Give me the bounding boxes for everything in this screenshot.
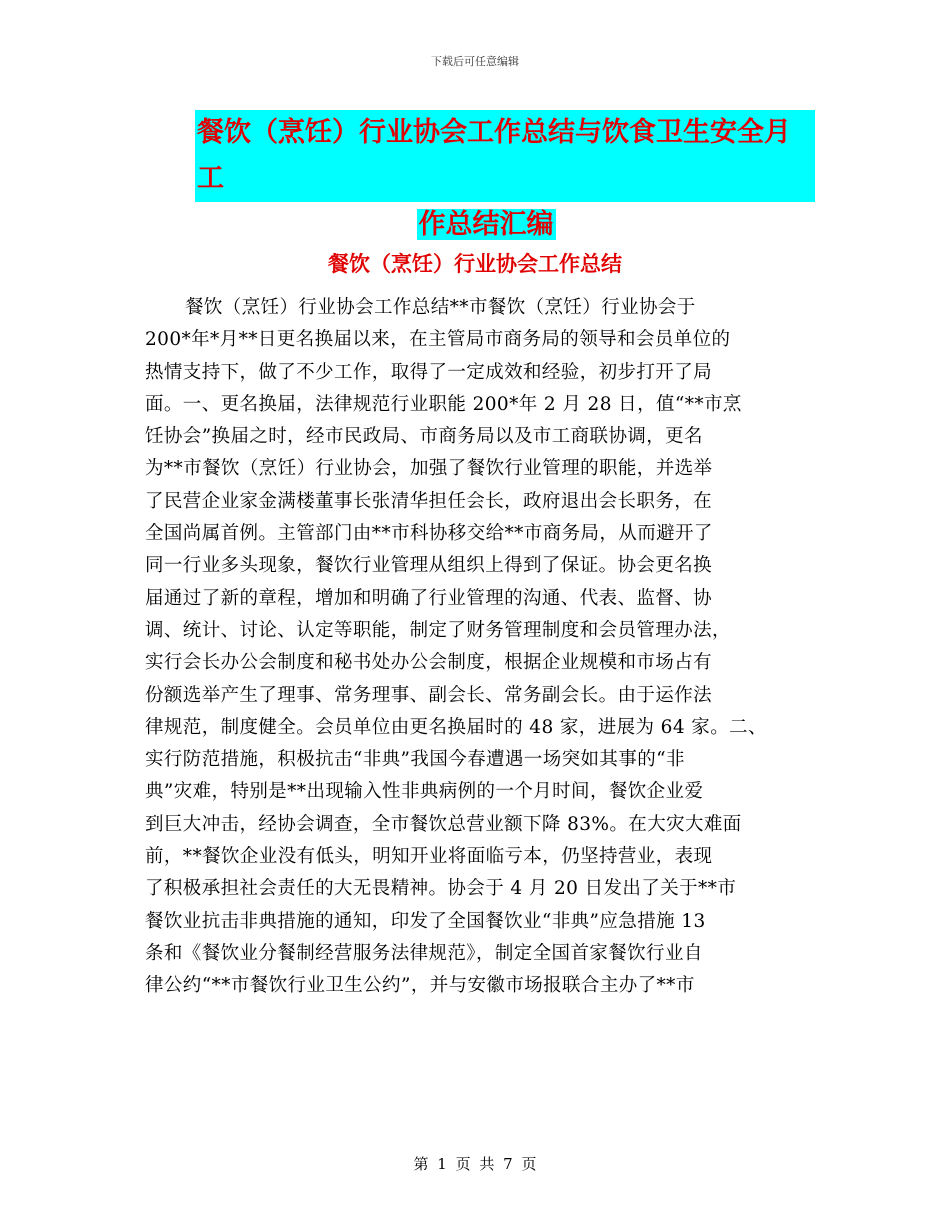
body-line: 律规范，制度健全。会员单位由更名换届时的 48 家，进展为 64 家。二、 xyxy=(145,716,767,738)
body-line: 典”灾难，特别是**出现输入性非典病例的一个月时间，餐饮企业爱 xyxy=(145,781,704,803)
body-line: 实行会长办公会制度和秘书处办公会制度，根据企业规模和市场占有 xyxy=(145,652,713,674)
page-number: 第 1 页 共 7 页 xyxy=(413,1155,537,1173)
body-line: 为**市餐饮（烹饪）行业协会，加强了餐饮行业管理的职能，并选举 xyxy=(145,458,713,480)
document-title xyxy=(195,110,815,248)
body-text xyxy=(145,292,825,1003)
body-line: 全国尚属首例。主管部门由**市科协移交给**市商务局，从而避开了 xyxy=(145,523,713,545)
body-line: 同一行业多头现象，餐饮行业管理从组织上得到了保证。协会更名换 xyxy=(145,555,713,577)
body-line: 前，**餐饮企业没有低头，明知开业将面临亏本，仍坚持营业，表现 xyxy=(145,846,713,868)
body-line: 届通过了新的章程，增加和明确了行业管理的沟通、代表、监督、协 xyxy=(145,587,713,609)
body-line: 餐饮业抗击非典措施的通知，印发了全国餐饮业“非典”应急措施 13 xyxy=(145,910,706,932)
body-line: 了积极承担社会责任的大无畏精神。协会于 4 月 20 日发出了关于**市 xyxy=(145,878,737,900)
section-title: 餐饮（烹饪）行业协会工作总结 xyxy=(328,252,622,276)
body-line: 饪协会”换届之时，经市民政局、市商务局以及市工商联协调，更名 xyxy=(145,426,703,448)
body-line: 份额选举产生了理事、常务理事、副会长、常务副会长。由于运作法 xyxy=(145,684,713,706)
body-line: 条和《餐饮业分餐制经营服务法律规范》，制定全国首家餐饮行业自 xyxy=(145,942,703,964)
body-line: 餐饮（烹饪）行业协会工作总结**市餐饮（烹饪）行业协会于 xyxy=(185,297,696,318)
body-line: 热情支持下，做了不少工作，取得了一定成效和经验，初步打开了局 xyxy=(145,361,713,383)
body-line: 实行防范措施，积极抗击“非典”我国今春遭遇一场突如其事的“非 xyxy=(145,749,685,771)
body-line: 到巨大冲击，经协会调查，全市餐饮总营业额下降 83%。在大灾大难面 xyxy=(145,813,742,835)
body-line: 面。一、更名换届，法律规范行业职能 200*年 2 月 28 日，值“**市烹 xyxy=(145,393,742,415)
document-title-line-1: 餐饮（烹饪）行业协会工作总结与饮食卫生安全月工 xyxy=(195,110,815,202)
body-line: 调、统计、讨论、认定等职能，制定了财务管理制度和会员管理办法， xyxy=(145,619,731,641)
body-line: 200*年*月**日更名换届以来，在主管局市商务局的领导和会员单位的 xyxy=(145,329,731,351)
body-line: 律公约“**市餐饮行业卫生公约”，并与安徽市场报联合主办了**市 xyxy=(145,975,695,997)
document-title-line-2: 作总结汇编 xyxy=(418,209,554,240)
header-note: 下载后可任意编辑 xyxy=(431,55,519,68)
body-line: 了民营企业家金满楼董事长张清华担任会长，政府退出会长职务，在 xyxy=(145,490,713,512)
